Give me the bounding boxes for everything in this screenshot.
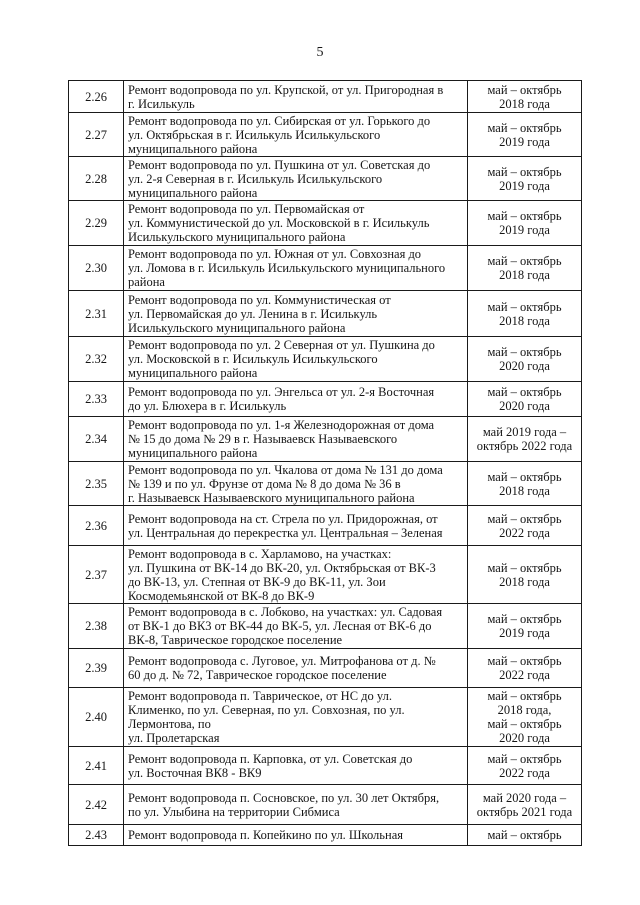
work-description: Ремонт водопровода с. Луговое, ул. Митрофанова от д. № 60 до д. № 72, Таврическое городское поселение <box>124 649 468 688</box>
work-period: май – октябрь 2018 года <box>468 546 582 604</box>
work-period: май – октябрь 2018 года <box>468 81 582 113</box>
table-row <box>69 604 582 649</box>
work-period: май – октябрь 2020 года <box>468 337 582 382</box>
row-number: 2.40 <box>69 688 124 747</box>
work-description: Ремонт водопровода п. Сосновское, по ул. 30 лет Октября, по ул. Улыбина на территории Сибмиса <box>124 785 468 825</box>
work-period: май – октябрь 2020 года <box>468 382 582 417</box>
work-description: Ремонт водопровода по ул. Первомайская от ул. Коммунистической до ул. Московской в г. Исилькуль Исилькульского муниципального района <box>124 201 468 246</box>
work-description: Ремонт водопровода п. Таврическое, от НС до ул. Клименко, по ул. Северная, по ул. Совхозная, по ул. Лермонтова, по ул. Пролетарская <box>124 688 468 747</box>
work-description: Ремонт водопровода п. Копейкино по ул. Школьная <box>124 825 468 846</box>
table-row <box>69 546 582 604</box>
work-description: Ремонт водопровода по ул. Крупской, от ул. Пригородная в г. Исилькуль <box>124 81 468 113</box>
row-number: 2.31 <box>69 291 124 337</box>
row-number: 2.39 <box>69 649 124 688</box>
table-row <box>69 649 582 688</box>
work-period: май – октябрь 2018 года <box>468 291 582 337</box>
work-period: май 2019 года – октябрь 2022 года <box>468 417 582 462</box>
work-period: май – октябрь 2019 года <box>468 113 582 157</box>
work-description: Ремонт водопровода по ул. 1-я Железнодорожная от дома № 15 до дома № 29 в г. Называевск Называевского муниципального района <box>124 417 468 462</box>
work-period: май 2020 года – октябрь 2021 года <box>468 785 582 825</box>
table-row <box>69 337 582 382</box>
table-row <box>69 747 582 785</box>
work-period: май – октябрь 2018 года <box>468 462 582 506</box>
work-description: Ремонт водопровода по ул. Сибирская от ул. Горького до ул. Октябрьская в г. Исилькуль Исилькульского муниципального района <box>124 113 468 157</box>
table-row <box>69 291 582 337</box>
row-number: 2.28 <box>69 157 124 201</box>
work-period: май – октябрь 2019 года <box>468 157 582 201</box>
row-number: 2.30 <box>69 246 124 291</box>
row-number: 2.37 <box>69 546 124 604</box>
row-number: 2.34 <box>69 417 124 462</box>
row-number: 2.38 <box>69 604 124 649</box>
work-description: Ремонт водопровода по ул. Пушкина от ул. Советская до ул. 2-я Северная в г. Исилькуль Исилькульского муниципального района <box>124 157 468 201</box>
row-number: 2.27 <box>69 113 124 157</box>
work-period: май – октябрь 2022 года <box>468 649 582 688</box>
table-row <box>69 157 582 201</box>
work-description: Ремонт водопровода в с. Харламово, на участках: ул. Пушкина от ВК-14 до ВК-20, ул. Октябрьская от ВК-3 до ВК-13, ул. Степная от ВК-9 до ВК-11, ул. Зои Космодемьянской от ВК-8 до ВК-9 <box>124 546 468 604</box>
row-number: 2.29 <box>69 201 124 246</box>
table-row <box>69 113 582 157</box>
work-description: Ремонт водопровода по ул. Коммунистическая от ул. Первомайская до ул. Ленина в г. Исилькуль Исилькульского муниципального района <box>124 291 468 337</box>
table-row <box>69 201 582 246</box>
work-period: май – октябрь 2019 года <box>468 604 582 649</box>
work-description: Ремонт водопровода по ул. Чкалова от дома № 131 до дома № 139 и по ул. Фрунзе от дома № 8 до дома № 36 в г. Называевск Называевского муниципального района <box>124 462 468 506</box>
work-description: Ремонт водопровода по ул. 2 Северная от ул. Пушкина до ул. Московской в г. Исилькуль Исилькульского муниципального района <box>124 337 468 382</box>
work-description: Ремонт водопровода по ул. Южная от ул. Совхозная до ул. Ломова в г. Исилькуль Исилькульского муниципального района <box>124 246 468 291</box>
work-period: май – октябрь <box>468 825 582 846</box>
table-row <box>69 417 582 462</box>
table-row <box>69 382 582 417</box>
table-row <box>69 825 582 846</box>
table-row <box>69 462 582 506</box>
row-number: 2.32 <box>69 337 124 382</box>
work-description: Ремонт водопровода по ул. Энгельса от ул. 2-я Восточная до ул. Блюхера в г. Исилькуль <box>124 382 468 417</box>
work-period: май – октябрь 2022 года <box>468 747 582 785</box>
table-row <box>69 81 582 113</box>
works-table <box>68 80 582 846</box>
row-number: 2.26 <box>69 81 124 113</box>
row-number: 2.42 <box>69 785 124 825</box>
table-row <box>69 688 582 747</box>
row-number: 2.41 <box>69 747 124 785</box>
row-number: 2.43 <box>69 825 124 846</box>
work-description: Ремонт водопровода п. Карповка, от ул. Советская до ул. Восточная ВК8 - ВК9 <box>124 747 468 785</box>
page-number: 5 <box>316 45 324 60</box>
work-period: май – октябрь 2022 года <box>468 506 582 546</box>
work-description: Ремонт водопровода в с. Лобково, на участках: ул. Садовая от ВК-1 до ВК3 от ВК-44 до ВК-5, ул. Лесная от ВК-6 до ВК-8, Таврическое городское поселение <box>124 604 468 649</box>
table-row <box>69 785 582 825</box>
row-number: 2.33 <box>69 382 124 417</box>
work-period: май – октябрь 2018 года, май – октябрь 2020 года <box>468 688 582 747</box>
work-period: май – октябрь 2018 года <box>468 246 582 291</box>
row-number: 2.36 <box>69 506 124 546</box>
work-period: май – октябрь 2019 года <box>468 201 582 246</box>
table-row <box>69 506 582 546</box>
work-description: Ремонт водопровода на ст. Стрела по ул. Придорожная, от ул. Центральная до перекрестка ул. Центральная – Зеленая <box>124 506 468 546</box>
table-row <box>69 246 582 291</box>
row-number: 2.35 <box>69 462 124 506</box>
